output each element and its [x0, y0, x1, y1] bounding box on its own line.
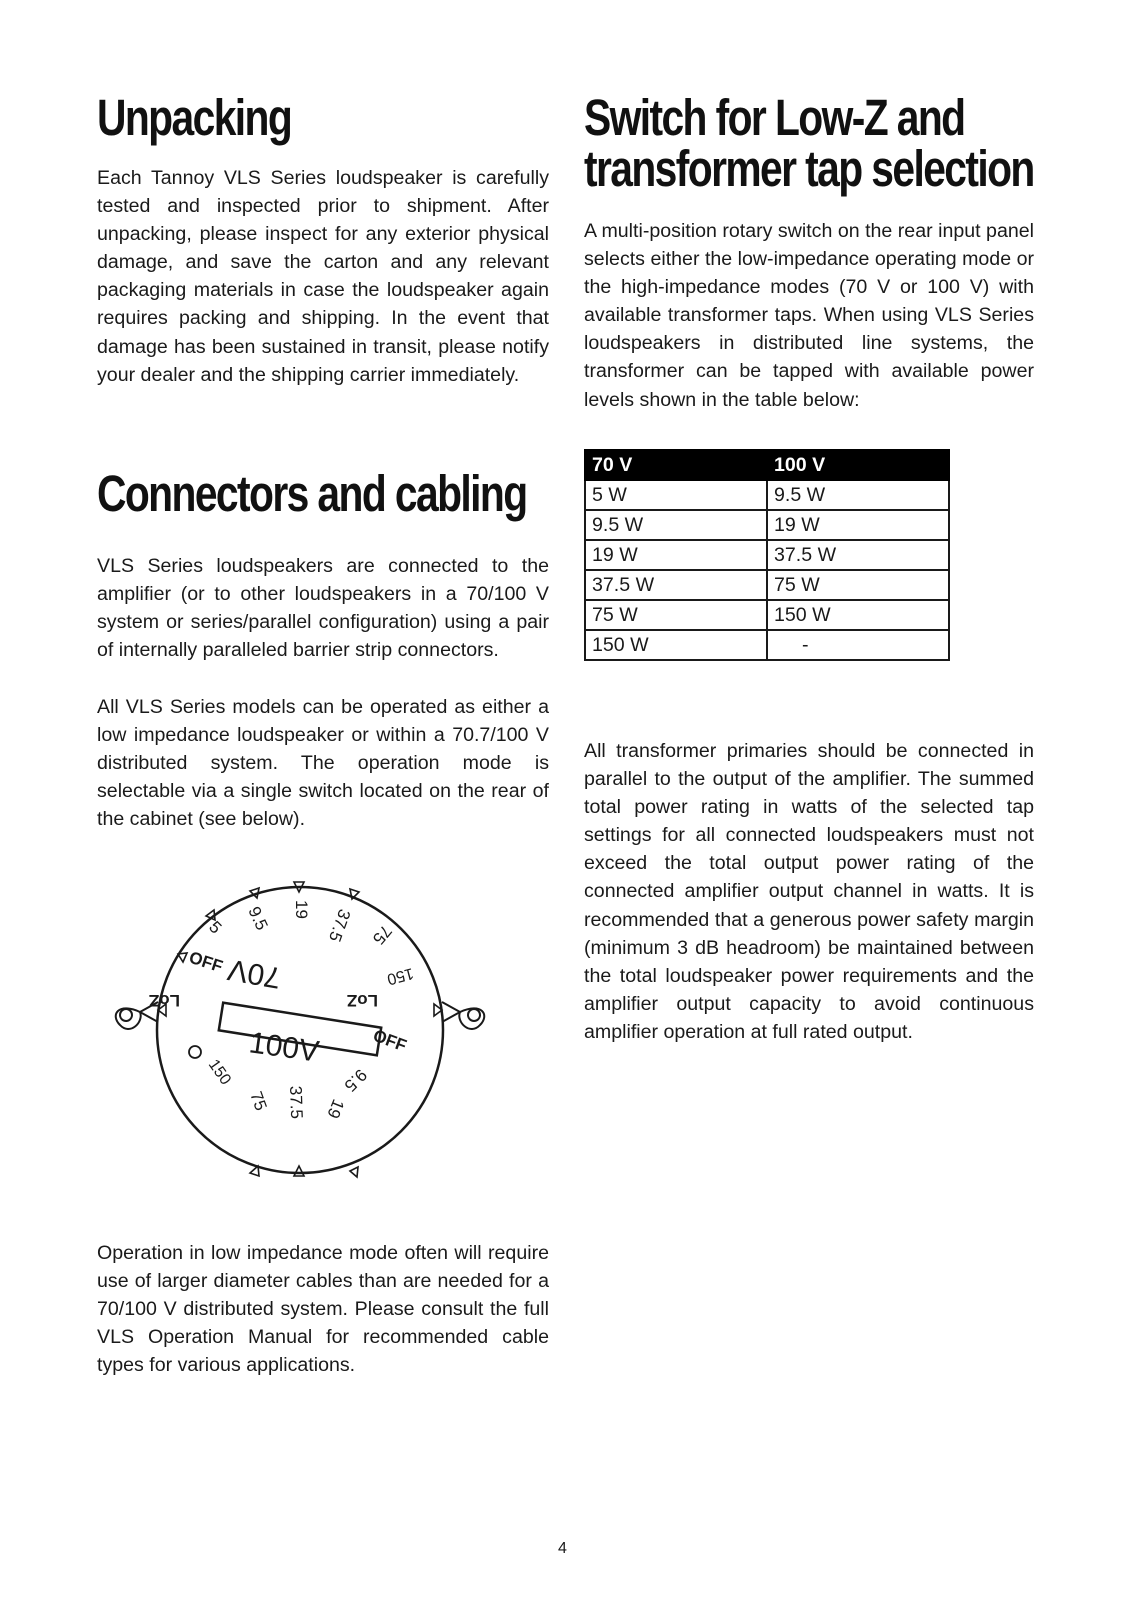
loz-label-left: LoZ [148, 991, 180, 1010]
table-cell-70v: 9.5 W [585, 510, 767, 540]
table-cell-100v: 19 W [767, 510, 949, 540]
switch-paragraph-2: All transformer primaries should be connected in parallel to the output of the amplifier. The summed total power rating in watts of the selected tap settings for all connected loudspeakers must not exceed the total output power rating of the connected amplifier output channel in watts. It is recommended that a generous power safety margin (minimum 3 dB headroom) be maintained between the total loudspeaker power requirements and the amplifier output capacity to avoid continuous amplifier operation at full rated output. [584, 740, 1034, 1043]
connectors-paragraph-1: VLS Series loudspeakers are connected to the amplifier (or to other loudspeakers in a 70/100 V system or series/parallel configuration) using a pair of internally paralleled barrier strip connectors. [97, 555, 549, 662]
transformer-tap-table [584, 449, 950, 661]
tap-label-5-70v: 5 [205, 917, 226, 938]
switch-heading-line-1: Switch for Low-Z and [584, 89, 965, 146]
table-cell-70v: 19 W [585, 540, 767, 570]
page-number: 4 [558, 1540, 567, 1557]
table-cell-100v: - [767, 630, 949, 660]
table-row [585, 630, 949, 660]
table-cell-70v: 37.5 W [585, 570, 767, 600]
tap-label-37.5-70v: 37.5 [324, 906, 355, 945]
unpacking-heading: Unpacking [97, 89, 292, 146]
table-cell-100v: 9.5 W [767, 480, 949, 510]
tap-label-37.5-100v: 37.5 [286, 1085, 307, 1120]
column-header-70v: 70 V [585, 450, 767, 480]
table-cell-70v: 75 W [585, 600, 767, 630]
switch-heading-line-2: transformer tap selection [584, 140, 1034, 197]
table-row [585, 600, 949, 630]
tap-label-9.5-70v: 9.5 [244, 903, 272, 934]
reference-dot [189, 1046, 201, 1058]
mode-label-100v: 100V [247, 1026, 322, 1069]
table-header-row [585, 450, 949, 480]
tap-label-75-100v: 75 [246, 1088, 271, 1114]
table-cell-70v: 150 W [585, 630, 767, 660]
off-label-70v: OFF [186, 947, 225, 977]
unpacking-paragraph: Each Tannoy VLS Series loudspeaker is carefully tested and inspected prior to shipment. After unpacking, please inspect for any exterior physical damage, and save the carton and any relevant packaging materials in case the loudspeaker again requires packing and shipping. In the event that damage has been sustained in transit, please notify your dealer and the shipping carrier immediately. [97, 167, 549, 386]
tap-label-150-100v: 150 [204, 1056, 234, 1089]
rotary-switch-diagram [100, 880, 500, 1180]
tap-label-19-70v: 19 [292, 900, 311, 919]
table-cell-100v: 75 W [767, 570, 949, 600]
switch-paragraph-1: A multi-position rotary switch on the rear input panel selects either the low-impedance operating mode or the high-impedance modes (70 V or 100 V) with available transformer taps. When using VLS Series loudspeakers in distributed line systems, the transformer can be tapped with available power levels shown in the table below: [584, 220, 1034, 411]
table-cell-100v: 150 W [767, 600, 949, 630]
tap-label-9.5-100v: 9.5 [340, 1065, 371, 1096]
table-row [585, 480, 949, 510]
table-row [585, 540, 949, 570]
tap-label-150-70v: 150 [385, 964, 416, 988]
mode-label-70v: 70V [225, 952, 284, 995]
tap-label-19-100v: 19 [323, 1096, 348, 1122]
table-row [585, 510, 949, 540]
tap-label-75-70v: 75 [368, 921, 396, 949]
connectors-heading: Connectors and cabling [97, 465, 527, 522]
connectors-paragraph-2: All VLS Series models can be operated as either a low impedance loudspeaker or within a 70.7/100 V distributed system. The operation mode is selectable via a single switch located on the rear of the cabinet (see below). [97, 696, 549, 831]
column-header-100v: 100 V [767, 450, 949, 480]
table-cell-100v: 37.5 W [767, 540, 949, 570]
connectors-paragraph-3: Operation in low impedance mode often will require use of larger diameter cables than are needed for a 70/100 V distributed system. Please consult the full VLS Operation Manual for recommended cable types for various applications. [97, 1242, 549, 1377]
table-cell-70v: 5 W [585, 480, 767, 510]
table-row [585, 570, 949, 600]
loz-label-right: LoZ [346, 991, 378, 1010]
off-label-100v: OFF [370, 1025, 410, 1056]
right-screw-lobe [442, 1002, 484, 1029]
